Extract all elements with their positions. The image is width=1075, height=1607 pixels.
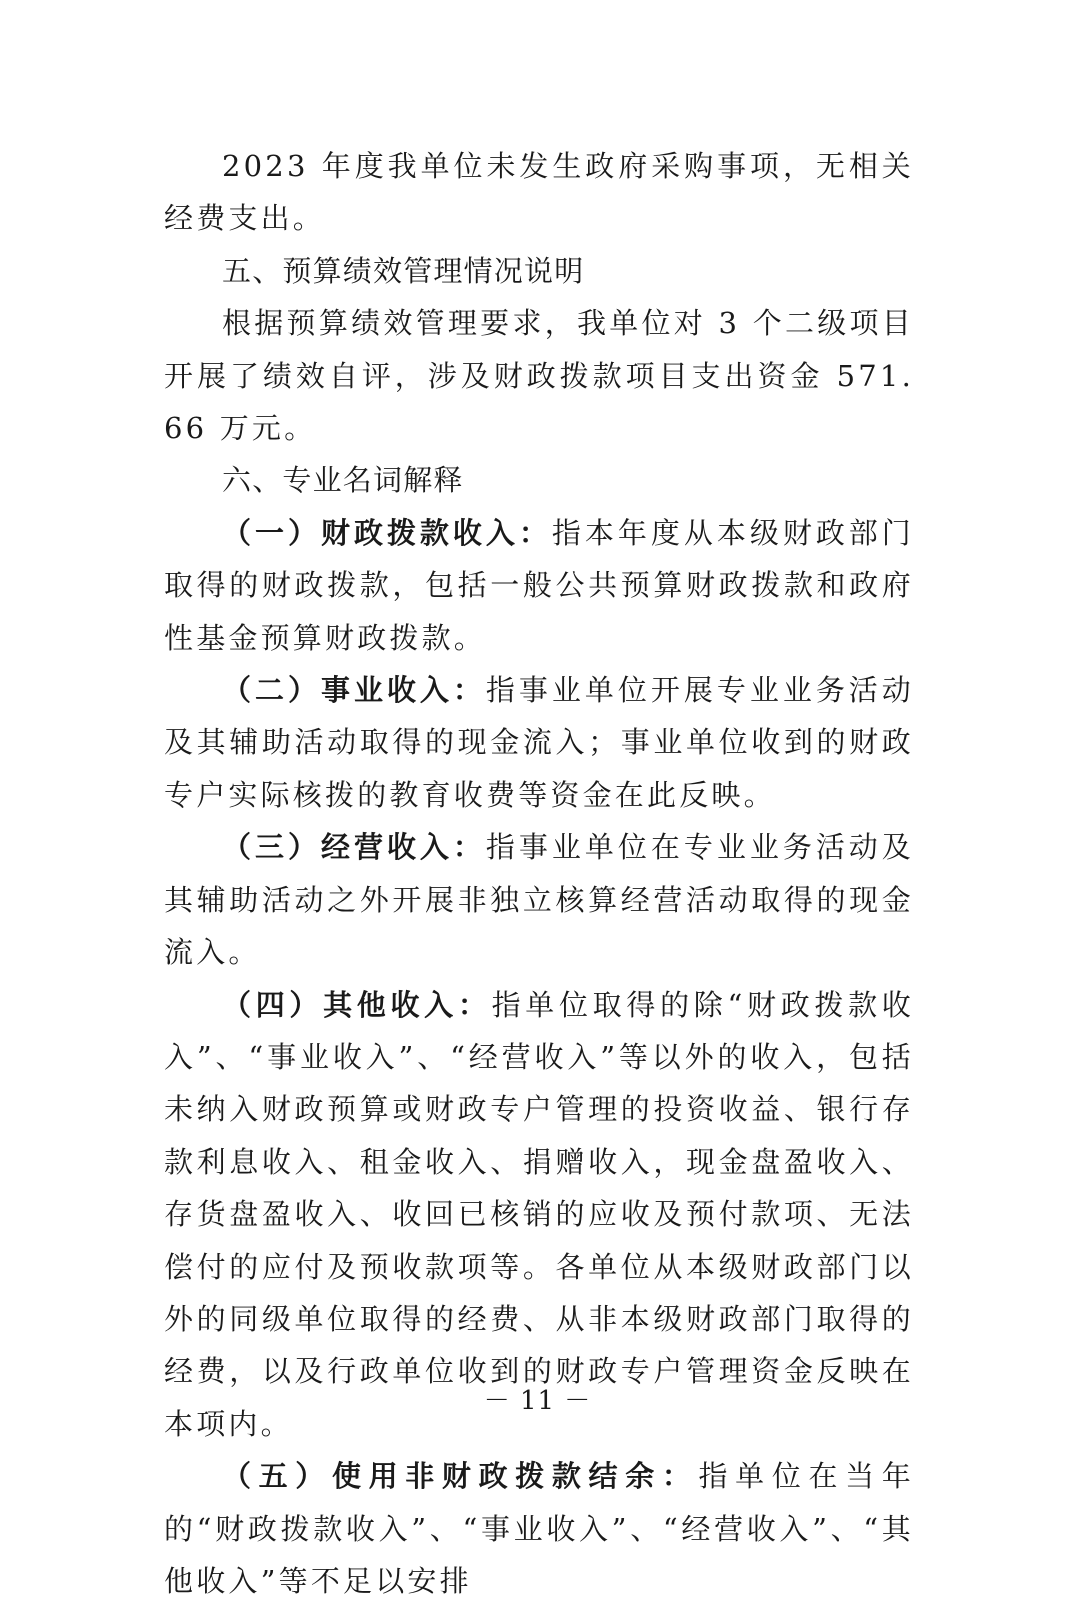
glossary-item-operating-income <box>164 821 914 978</box>
glossary-item-fiscal-appropriation <box>164 507 914 664</box>
glossary-term: （三）经营收入： <box>222 830 486 865</box>
section-heading-glossary <box>164 454 914 506</box>
paragraph-performance <box>164 297 914 454</box>
paragraph-procurement <box>164 140 914 245</box>
glossary-item-business-income <box>164 664 914 821</box>
glossary-definition: 指事业单位开展专业业务活动及其辅助活动取得的现金流入；事业单位收到的财政专户实际核拨的教育收费等资金在此反映。 <box>164 673 914 812</box>
glossary-definition: 指事业单位在专业业务活动及其辅助活动之外开展非独立核算经营活动取得的现金流入。 <box>164 830 914 970</box>
paragraph-text: 根据预算绩效管理要求，我单位对 3 个二级项目开展了绩效自评，涉及财政拨款项目支出资金 571.66 万元。 <box>164 306 914 446</box>
paragraph-text: 2023 年度我单位未发生政府采购事项，无相关经费支出。 <box>164 149 914 236</box>
glossary-definition: 指本年度从本级财政部门取得的财政拨款，包括一般公共预算财政拨款和政府性基金预算财政拨款。 <box>164 515 914 655</box>
glossary-term: （五）使用非财政拨款结余： <box>222 1459 699 1494</box>
glossary-definition: 指单位取得的除“财政拨款收入”、“事业收入”、“经营收入”等以外的收入，包括未纳入财政预算或财政专户管理的投资收益、银行存款利息收入、租金收入、捐赠收入，现金盘盈收入、存货盘盈收入、收回已核销的应收及预付款项、无法偿付的应付及预收款项等。各单位从本级财政部门以外的同级单位取得的经费、从非本级财政部门取得的经费，以及行政单位收到的财政专户管理资金反映在本项内。 <box>164 987 914 1441</box>
heading-text: 五、预算绩效管理情况说明 <box>222 253 585 288</box>
glossary-item-non-fiscal-balance <box>164 1450 914 1607</box>
glossary-term: （四）其他收入： <box>222 987 492 1022</box>
heading-text: 六、专业名词解释 <box>222 463 464 498</box>
glossary-term: （一）财政拨款收入： <box>222 515 552 550</box>
page-number: － 11 － <box>483 1386 592 1416</box>
glossary-term: （二）事业收入： <box>222 673 486 708</box>
glossary-definition: 指单位在当年的“财政拨款收入”、“事业收入”、“经营收入”、“其他收入”等不足以安排 <box>164 1459 914 1598</box>
section-heading-performance <box>164 245 914 297</box>
